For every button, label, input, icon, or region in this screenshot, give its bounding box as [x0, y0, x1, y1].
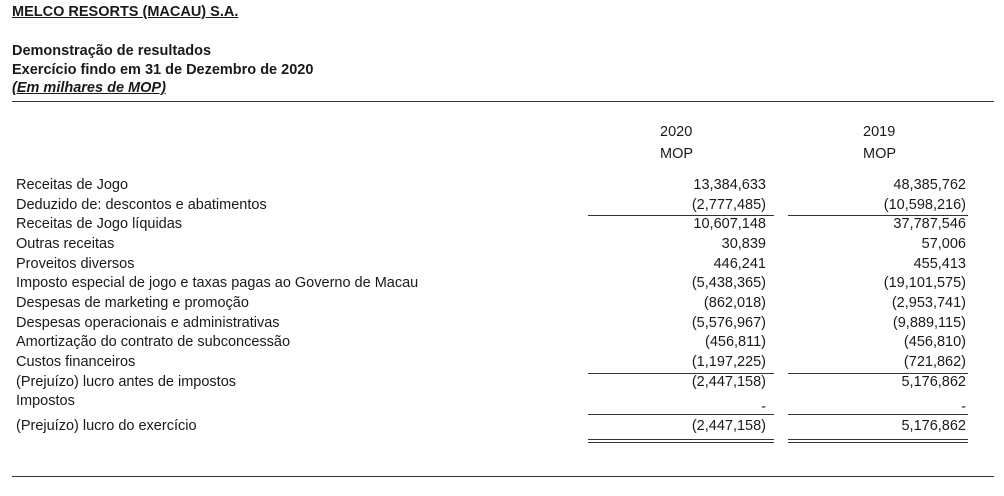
- value-2019: 455,413: [913, 256, 966, 272]
- value-2020: 30,839: [721, 236, 766, 252]
- company-name: MELCO RESORTS (MACAU) S.A.: [12, 4, 239, 20]
- value-2019: (9,889,115): [892, 315, 966, 331]
- subtotal-rule-2020: [588, 215, 774, 216]
- row-label: Despesas de marketing e promoção: [16, 295, 249, 311]
- table-row: [0, 235, 1004, 255]
- value-2020: (2,447,158): [691, 374, 766, 390]
- value-2019: (456,810): [903, 334, 966, 350]
- table-row: [0, 176, 1004, 196]
- value-2020: (456,811): [705, 334, 766, 350]
- subtotal-rule-2019: [788, 215, 968, 216]
- value-2019: (19,101,575): [883, 275, 966, 291]
- value-2019: 5,176,862: [901, 374, 966, 390]
- subtotal-rule-2020: [588, 414, 774, 415]
- total-double-rule-2020: [588, 442, 774, 443]
- row-label: Receitas de Jogo líquidas: [16, 216, 183, 232]
- statement-units: (Em milhares de MOP): [12, 80, 166, 96]
- value-2020: (1,197,225): [691, 354, 766, 370]
- column-year: 2020: [660, 124, 693, 140]
- column-year: 2019: [863, 124, 896, 140]
- subtotal-rule-2020: [588, 373, 774, 374]
- value-2019: (721,862): [903, 354, 966, 370]
- table-row: [0, 255, 1004, 275]
- column-header-2020: [660, 121, 693, 165]
- value-2020: (862,018): [703, 295, 766, 311]
- statement-period: Exercício findo em 31 de Dezembro de 2020: [12, 62, 314, 78]
- column-header-2019: [863, 121, 896, 165]
- table-row: [0, 314, 1004, 334]
- row-label: Proveitos diversos: [16, 256, 135, 272]
- value-2019: 37,787,546: [893, 216, 966, 232]
- value-2020: (2,447,158): [691, 418, 766, 434]
- footer-divider: [12, 476, 994, 477]
- row-label: Deduzido de: descontos e abatimentos: [16, 197, 267, 213]
- subtotal-rule-2019: [788, 373, 968, 374]
- table-row: [0, 274, 1004, 294]
- column-currency: MOP: [660, 146, 694, 162]
- row-label: (Prejuízo) lucro do exercício: [16, 418, 197, 434]
- table-row: [0, 196, 1004, 216]
- row-label: Custos financeiros: [16, 354, 136, 370]
- row-label: Imposto especial de jogo e taxas pagas ao Governo de Macau: [16, 275, 419, 291]
- row-label: Receitas de Jogo: [16, 177, 129, 193]
- value-2019: 57,006: [921, 236, 966, 252]
- column-currency: MOP: [863, 146, 897, 162]
- statement-title: Demonstração de resultados: [12, 43, 212, 59]
- value-2020: (5,438,365): [691, 275, 766, 291]
- value-2020: (5,576,967): [691, 315, 766, 331]
- value-2019: 48,385,762: [893, 177, 966, 193]
- table-row: [0, 333, 1004, 353]
- row-label: Amortização do contrato de subconcessão: [16, 334, 291, 350]
- total-double-rule-2020: [588, 439, 774, 440]
- row-label: Despesas operacionais e administrativas: [16, 315, 280, 331]
- value-2020: 13,384,633: [693, 177, 766, 193]
- table-row: [0, 373, 1004, 393]
- header-divider: [12, 101, 994, 102]
- value-2019: (2,953,741): [891, 295, 966, 311]
- value-2019: -: [961, 399, 966, 415]
- table-row: [0, 353, 1004, 373]
- table-row: [0, 417, 1004, 437]
- table-row: [0, 294, 1004, 314]
- value-2019: (10,598,216): [883, 197, 966, 213]
- row-label: Impostos: [16, 393, 75, 409]
- value-2020: (2,777,485): [691, 197, 766, 213]
- value-2020: -: [761, 399, 766, 415]
- subtotal-rule-2019: [788, 414, 968, 415]
- value-2019: 5,176,862: [901, 418, 966, 434]
- row-label: Outras receitas: [16, 236, 115, 252]
- total-double-rule-2019: [788, 439, 968, 440]
- row-label: (Prejuízo) lucro antes de impostos: [16, 374, 237, 390]
- total-double-rule-2019: [788, 442, 968, 443]
- table-row: [0, 215, 1004, 235]
- value-2020: 10,607,148: [693, 216, 766, 232]
- value-2020: 446,241: [713, 256, 766, 272]
- table-row: [0, 392, 1004, 415]
